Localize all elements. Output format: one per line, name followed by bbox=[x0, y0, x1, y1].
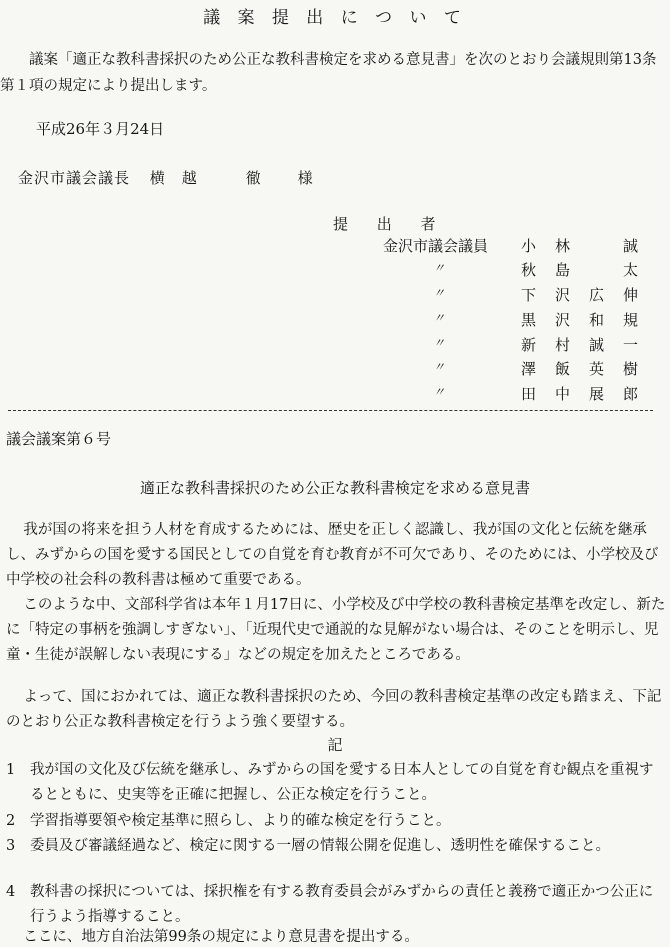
member-name-char: 誠 bbox=[589, 336, 605, 354]
list-item bbox=[6, 809, 666, 834]
ditto-mark: 〃 bbox=[433, 385, 446, 399]
list-item bbox=[6, 758, 666, 808]
member-name-char: 沢 bbox=[555, 286, 571, 304]
member-name-char: 誠 bbox=[623, 237, 639, 255]
member-name-char: 規 bbox=[623, 311, 639, 329]
member-name-char: 英 bbox=[589, 360, 605, 378]
member-title: 金沢市議会議員 bbox=[383, 237, 489, 255]
member-name-char: 一 bbox=[623, 336, 639, 354]
member-name-char: 秋 bbox=[521, 261, 537, 279]
member-name-char: 中 bbox=[555, 385, 571, 403]
member-name-char: 島 bbox=[555, 261, 571, 279]
addressee bbox=[18, 167, 314, 188]
addressee-label: 金沢市議会議長 bbox=[18, 169, 131, 187]
item-number: 4 bbox=[6, 884, 16, 900]
body-paragraph-2: このような中、文部科学省は本年１月17日に、小学校及び中学校の教科書検定基準を改定し、新たに「特定の事柄を強調しすぎない」、「近現代史で通説的な見解がない場合は、そのことを明示し、児童・生徒が誤解しない表現にする」などの規定を加えたところである。 bbox=[6, 597, 666, 663]
ditto-mark: 〃 bbox=[433, 311, 446, 325]
member-name-char: 下 bbox=[521, 286, 537, 304]
member-name-char: 新 bbox=[521, 336, 537, 354]
bill-number: 議会議案第６号 bbox=[6, 430, 112, 448]
item-text: 委員及び審議経過など、検定に関する一層の情報公開を促進し、透明性を確保すること。 bbox=[30, 838, 610, 854]
member-name-char: 太 bbox=[623, 261, 639, 279]
member-name-char: 伸 bbox=[623, 286, 639, 304]
body-paragraph-3: よって、国におかれては、適正な教科書採択のため、今回の教科書検定基準の改定も踏まえ、下記のとおり公正な教科書検定を行うよう強く要望する。 bbox=[6, 689, 662, 730]
document-title: 議 案 提 出 に つ い て bbox=[203, 8, 467, 28]
body-paragraph-1: 我が国の将来を担う人材を育成するためには、歴史を正しく認識し、我が国の文化と伝統を継承し、みずからの国を愛する国民としての自覚を育む教育が不可欠であり、そのためには、小学校及び中学校の社会科の教科書は極めて重要である。 bbox=[6, 522, 659, 588]
ditto-mark: 〃 bbox=[433, 261, 446, 275]
item-number: 3 bbox=[6, 838, 16, 854]
member-name-char: 小 bbox=[521, 237, 537, 255]
member-name-char: 村 bbox=[555, 336, 571, 354]
item-number: 1 bbox=[6, 762, 16, 778]
ditto-mark: 〃 bbox=[433, 336, 446, 350]
item-text: 教科書の採択については、採択権を有する教育委員会がみずからの責任と義務で適正かつ公正に行うよう指導すること。 bbox=[30, 884, 654, 925]
item-text: 我が国の文化及び伝統を継承し、みずからの国を愛する日本人としての自覚を育む観点を重視するとともに、史実等を正確に把握し、公正な検定を行うこと。 bbox=[30, 762, 654, 803]
submitters-heading: 提 出 者 bbox=[333, 215, 448, 233]
addressee-honorific: 様 bbox=[297, 169, 314, 187]
list-item bbox=[6, 880, 666, 930]
member-name-char: 和 bbox=[589, 311, 605, 329]
item-number: 2 bbox=[6, 813, 16, 829]
closing-statement: ここに、地方自治法第99条の規定により意見書を提出する。 bbox=[23, 929, 419, 945]
ditto-mark: 〃 bbox=[433, 286, 446, 300]
member-name-char: 黒 bbox=[521, 311, 537, 329]
intro-paragraph bbox=[0, 47, 665, 99]
ki-heading: 記 bbox=[327, 736, 343, 754]
member-name-char: 林 bbox=[555, 237, 571, 255]
bill-title: 適正な教科書採択のため公正な教科書検定を求める意見書 bbox=[139, 479, 530, 497]
dashed-divider bbox=[8, 410, 653, 411]
submission-date: 平成26年３月24日 bbox=[36, 120, 165, 138]
member-name-char: 郎 bbox=[623, 385, 639, 403]
item-text: 学習指導要領や検定基準に照らし、より的確な検定を行うこと。 bbox=[30, 813, 451, 829]
addressee-name: 横 越 徹 bbox=[149, 169, 262, 187]
ditto-mark: 〃 bbox=[433, 360, 446, 374]
list-item bbox=[6, 834, 666, 859]
member-name-char: 澤 bbox=[521, 360, 537, 378]
member-name-char: 沢 bbox=[555, 311, 571, 329]
member-name-char: 広 bbox=[589, 286, 605, 304]
member-name-char: 田 bbox=[521, 385, 537, 403]
member-name-char: 展 bbox=[589, 385, 605, 403]
member-name-char: 樹 bbox=[623, 360, 639, 378]
member-name-char: 飯 bbox=[555, 360, 571, 378]
intro-text: 議案「適正な教科書採択のため公正な教科書検定を求める意見書」を次のとおり会議規則第13条第１項の規定により提出します。 bbox=[0, 52, 657, 94]
